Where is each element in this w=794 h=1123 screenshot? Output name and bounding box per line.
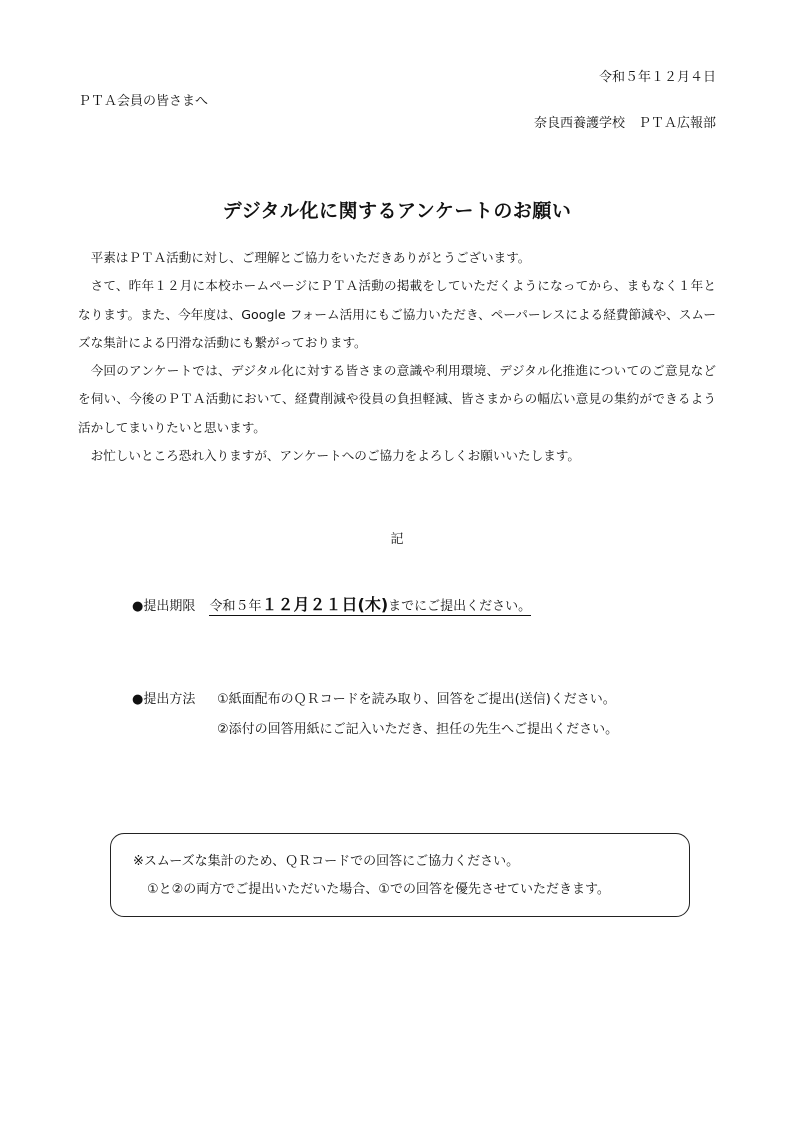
method-section <box>132 685 618 745</box>
deadline-prefix: 令和５年 <box>209 599 262 614</box>
note-box <box>110 833 690 917</box>
sender: 奈良西養護学校 ＰＴＡ広報部 <box>533 116 716 131</box>
deadline-label: ●提出期限 <box>132 599 196 614</box>
body-paragraph-1: 平素はＰＴＡ活動に対し、ご理解とご協力をいただきありがとうございます。 <box>90 250 531 265</box>
deadline-section <box>132 592 531 615</box>
deadline-date: １２月２１日(木) <box>261 595 389 614</box>
document-title: デジタル化に関するアンケートのお願い <box>222 200 572 222</box>
body-paragraph-2: さて、昨年１２月に本校ホームページにＰＴＡ活動の掲載をしていただくようになってから、まもなく１年となります。また、今年度は、Google フォーム活用にもご協力いただき、ペーパーレスによる経費節減や、スムーズな集計による円滑な活動にも繋がっております。 <box>78 278 716 350</box>
note-line-2: ①と②の両方でご提出いただいた場合、①での回答を優先させていただきます。 <box>147 882 610 897</box>
method-option-1: ①紙面配布のＱＲコードを読み取り、回答をご提出(送信)ください。 <box>217 692 616 707</box>
addressee: ＰＴＡ会員の皆さまへ <box>78 94 209 109</box>
body-text <box>78 244 716 470</box>
body-paragraph-4: お忙しいところ恐れ入りますが、アンケートへのご協力をよろしくお願いいたします。 <box>90 448 580 464</box>
deadline-value <box>209 595 532 616</box>
deadline-suffix: までにご提出ください。 <box>388 599 532 614</box>
body-paragraph-3: 今回のアンケートでは、デジタル化に対する皆さまの意識や利用環境、デジタル化推進についてのご意見などを伺い、今後のＰＴＡ活動において、経費削減や役員の負担軽減、皆さまからの幅広い意見の集約ができるよう活かしてまいりたいと思います。 <box>78 363 716 435</box>
method-option-2: ②添付の回答用紙にご記入いただき、担任の先生へご提出ください。 <box>217 722 619 737</box>
document-date: 令和５年１２月４日 <box>598 70 716 85</box>
note-line-1: ※スムーズな集計のため、ＱＲコードでの回答にご協力ください。 <box>133 854 520 869</box>
ki-heading: 記 <box>390 532 404 547</box>
method-label: ●提出方法 <box>132 692 196 707</box>
